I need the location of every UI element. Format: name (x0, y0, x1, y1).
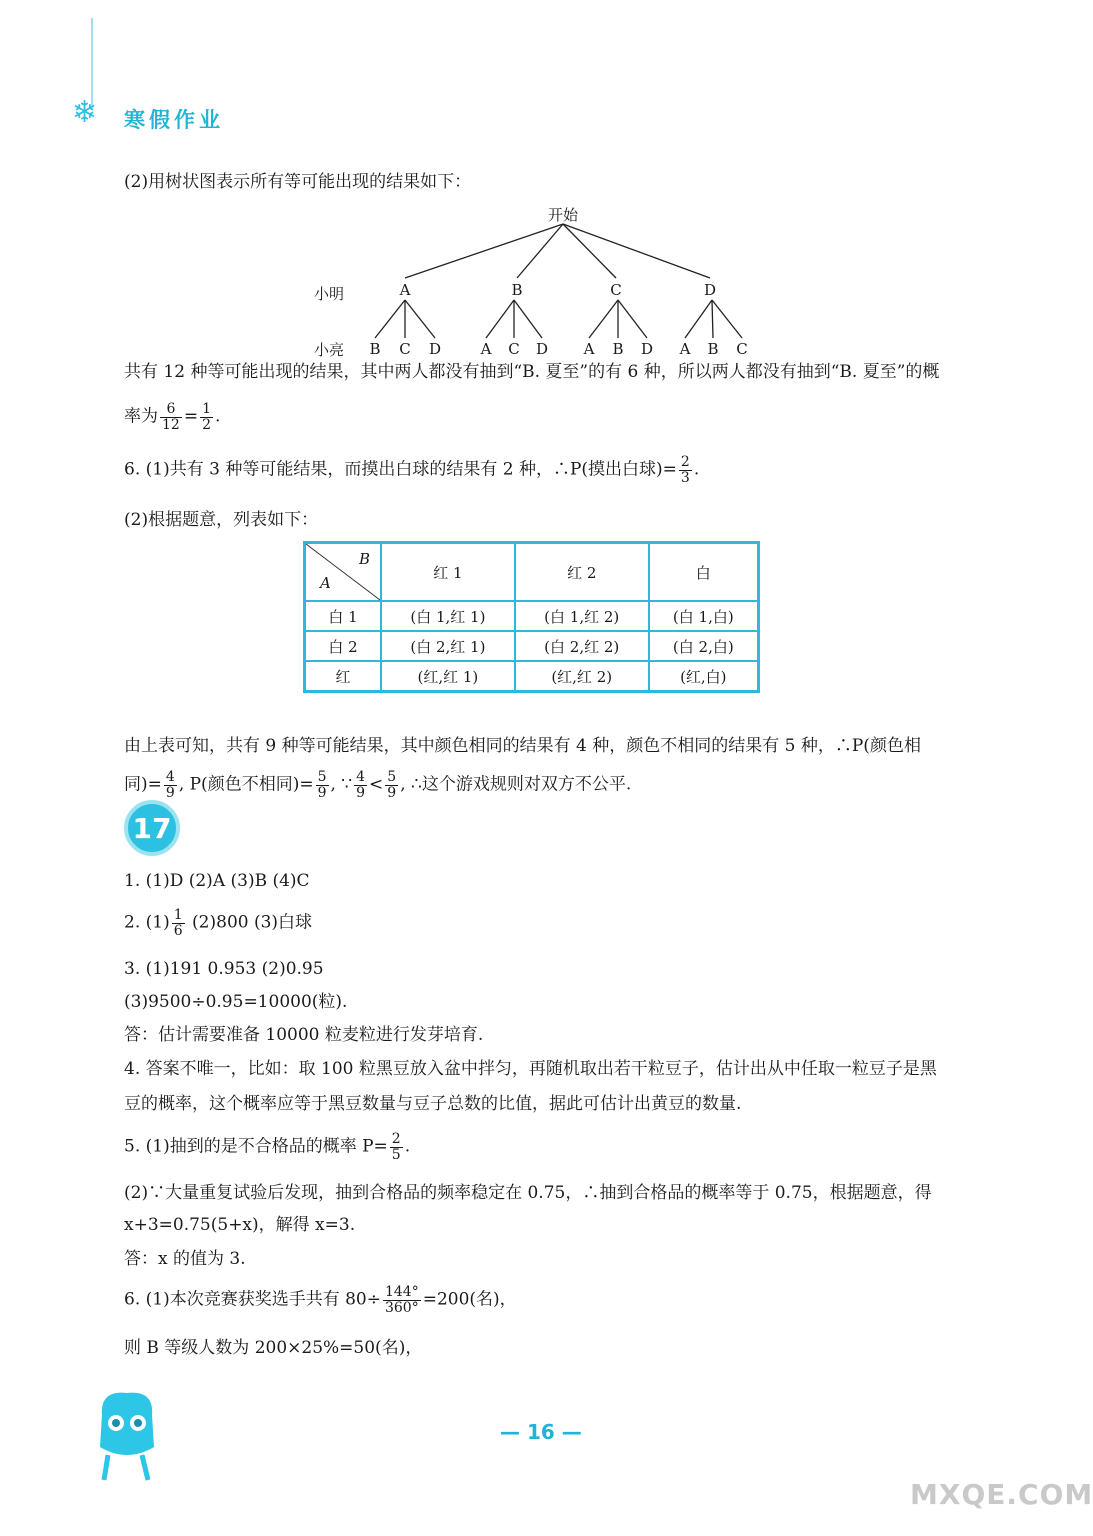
section-badge: 17 (124, 800, 180, 856)
tree-node: C (610, 281, 622, 299)
fraction: $\frac{5}{9}$ (317, 769, 327, 801)
tree-node: D (703, 281, 717, 299)
answer-2: 2. (1) $\frac{1}{6}$ (2)800 (3)白球 (124, 907, 313, 939)
table-cell: (红,白) (649, 661, 759, 692)
row-header: 红 (305, 661, 382, 692)
tree-edges (375, 224, 742, 338)
table-cell: (白 1,白) (649, 601, 759, 631)
tree-leaf: C (399, 340, 411, 358)
tree-leaf: B (707, 340, 719, 358)
fraction: $\frac{5}{9}$ (387, 769, 397, 801)
page-number: — 16 — (500, 1420, 582, 1444)
tree-leaf: A (679, 340, 691, 358)
corner-label-b: B (358, 550, 370, 568)
tree-node: A (399, 281, 411, 299)
column-header: 红 1 (381, 543, 515, 602)
table-cell: (白 2,红 2) (515, 631, 649, 661)
answer-5-line1: 5. (1)抽到的是不合格品的概率 P= $\frac{2}{5}$ . (124, 1131, 411, 1163)
mascot-icon (92, 1385, 162, 1485)
probability-table (303, 541, 760, 693)
table-cell: (白 1,红 2) (515, 601, 649, 631)
row-header: 白 1 (305, 601, 382, 631)
answer-3-line3: 答：估计需要准备 10000 粒麦粒进行发芽培育. (124, 1025, 484, 1045)
snowflake-icon: ❄ (72, 95, 98, 130)
corner-label-a: A (320, 574, 331, 592)
tree-intro: (2)用树状图表示所有等可能出现的结果如下： (124, 172, 472, 192)
answer-5-line4: 答：x 的值为 3. (124, 1249, 246, 1269)
q6-result-line1: 由上表可知，共有 9 种等可能结果，其中颜色相同的结果有 4 种，颜色不相同的结果有 5 种，∴P(颜色相 (124, 736, 921, 756)
column-header: 白 (649, 543, 759, 602)
answer-6-line2: 则 B 等级人数为 200×25%=50(名)， (124, 1338, 423, 1358)
table-cell: (白 2,白) (649, 631, 759, 661)
answer-6-line1: 6. (1)本次竞赛获奖选手共有 80÷ $\frac{144^\circ}{360^\circ}$ =200(名)， (124, 1284, 517, 1316)
tree-leaf: A (583, 340, 595, 358)
tree-leaf: C (508, 340, 520, 358)
table-cell: (白 2,红 1) (381, 631, 515, 661)
row-header: 白 2 (305, 631, 382, 661)
header-title: 寒假作业 (124, 108, 224, 132)
q6-result-line2: 同)= $\frac{4}{9}$ , P(颜色不相同)= $\frac{5}{9}$ , ∵ $\frac{4}{9}$ < $\frac{5}{9}$ , ∴这个游戏规则对双方不公平. (124, 769, 632, 801)
fraction: $\frac{4}{9}$ (165, 769, 175, 801)
tree-leaf: D (535, 340, 549, 358)
answer-4-line2: 豆的概率，这个概率应等于黑豆数量与豆子总数的比值，据此可估计出黄豆的数量. (124, 1094, 742, 1114)
tree-leaf: B (369, 340, 381, 358)
answer-5-line2: (2)∵大量重复试验后发现，抽到合格品的频率稳定在 0.75，∴抽到合格品的概率等于 0.75，根据题意，得 (124, 1183, 932, 1203)
tree-leaf: A (480, 340, 492, 358)
table-cell: (红,红 1) (381, 661, 515, 692)
q6-part2-intro: (2)根据题意，列表如下： (124, 510, 319, 530)
answer-5-line3: x+3=0.75(5+x)，解得 x=3. (124, 1215, 356, 1235)
column-header: 红 2 (515, 543, 649, 602)
table-row (305, 631, 759, 661)
fraction: $\frac{144^\circ}{360^\circ}$ (384, 1284, 419, 1316)
answer-3-line2: (3)9500÷0.95=10000(粒). (124, 992, 348, 1012)
answer-4-line1: 4. 答案不唯一，比如：取 100 粒黑豆放入盆中拌匀，再随机取出若干粒豆子，估计出从中任取一粒豆子是黑 (124, 1059, 937, 1079)
table-cell: (白 1,红 1) (381, 601, 515, 631)
tree-leaf: B (612, 340, 624, 358)
tree-node: B (511, 281, 523, 299)
table-row (305, 601, 759, 631)
tree-leaf: D (640, 340, 654, 358)
tree-leaf: D (428, 340, 442, 358)
tree-root: 开始 (547, 206, 579, 224)
tree-leaf: C (736, 340, 748, 358)
fraction: $\frac{2}{3}$ (680, 454, 690, 486)
answer-3-line1: 3. (1)191 0.953 (2)0.95 (124, 959, 324, 979)
answer-1: 1. (1)D (2)A (3)B (4)C (124, 871, 310, 891)
tree-level1-label: 小明 (313, 285, 345, 303)
fraction: $\frac{4}{9}$ (356, 769, 366, 801)
table-corner (305, 543, 382, 602)
tree-level2-label: 小亮 (313, 341, 345, 359)
tree-conclusion-line2: 率为 $\frac{6}{12}$ = $\frac{1}{2}$ . (124, 401, 221, 433)
fraction: $\frac{2}{5}$ (391, 1131, 401, 1163)
fraction: $\frac{1}{6}$ (173, 907, 183, 939)
table-cell: (红,红 2) (515, 661, 649, 692)
fraction: $\frac{1}{2}$ (202, 401, 211, 433)
tree-conclusion-line1: 共有 12 种等可能出现的结果，其中两人都没有抽到“B. 夏至”的有 6 种，所以两人都没有抽到“B. 夏至”的概 (124, 362, 940, 382)
q6-part1: 6. (1)共有 3 种等可能结果，而摸出白球的结果有 2 种，∴P(摸出白球)= $\frac{2}{3}$ . (124, 454, 700, 486)
watermark: MXQE.COM (910, 1478, 1093, 1511)
table-row (305, 661, 759, 692)
fraction: $\frac{6}{12}$ (162, 401, 180, 433)
